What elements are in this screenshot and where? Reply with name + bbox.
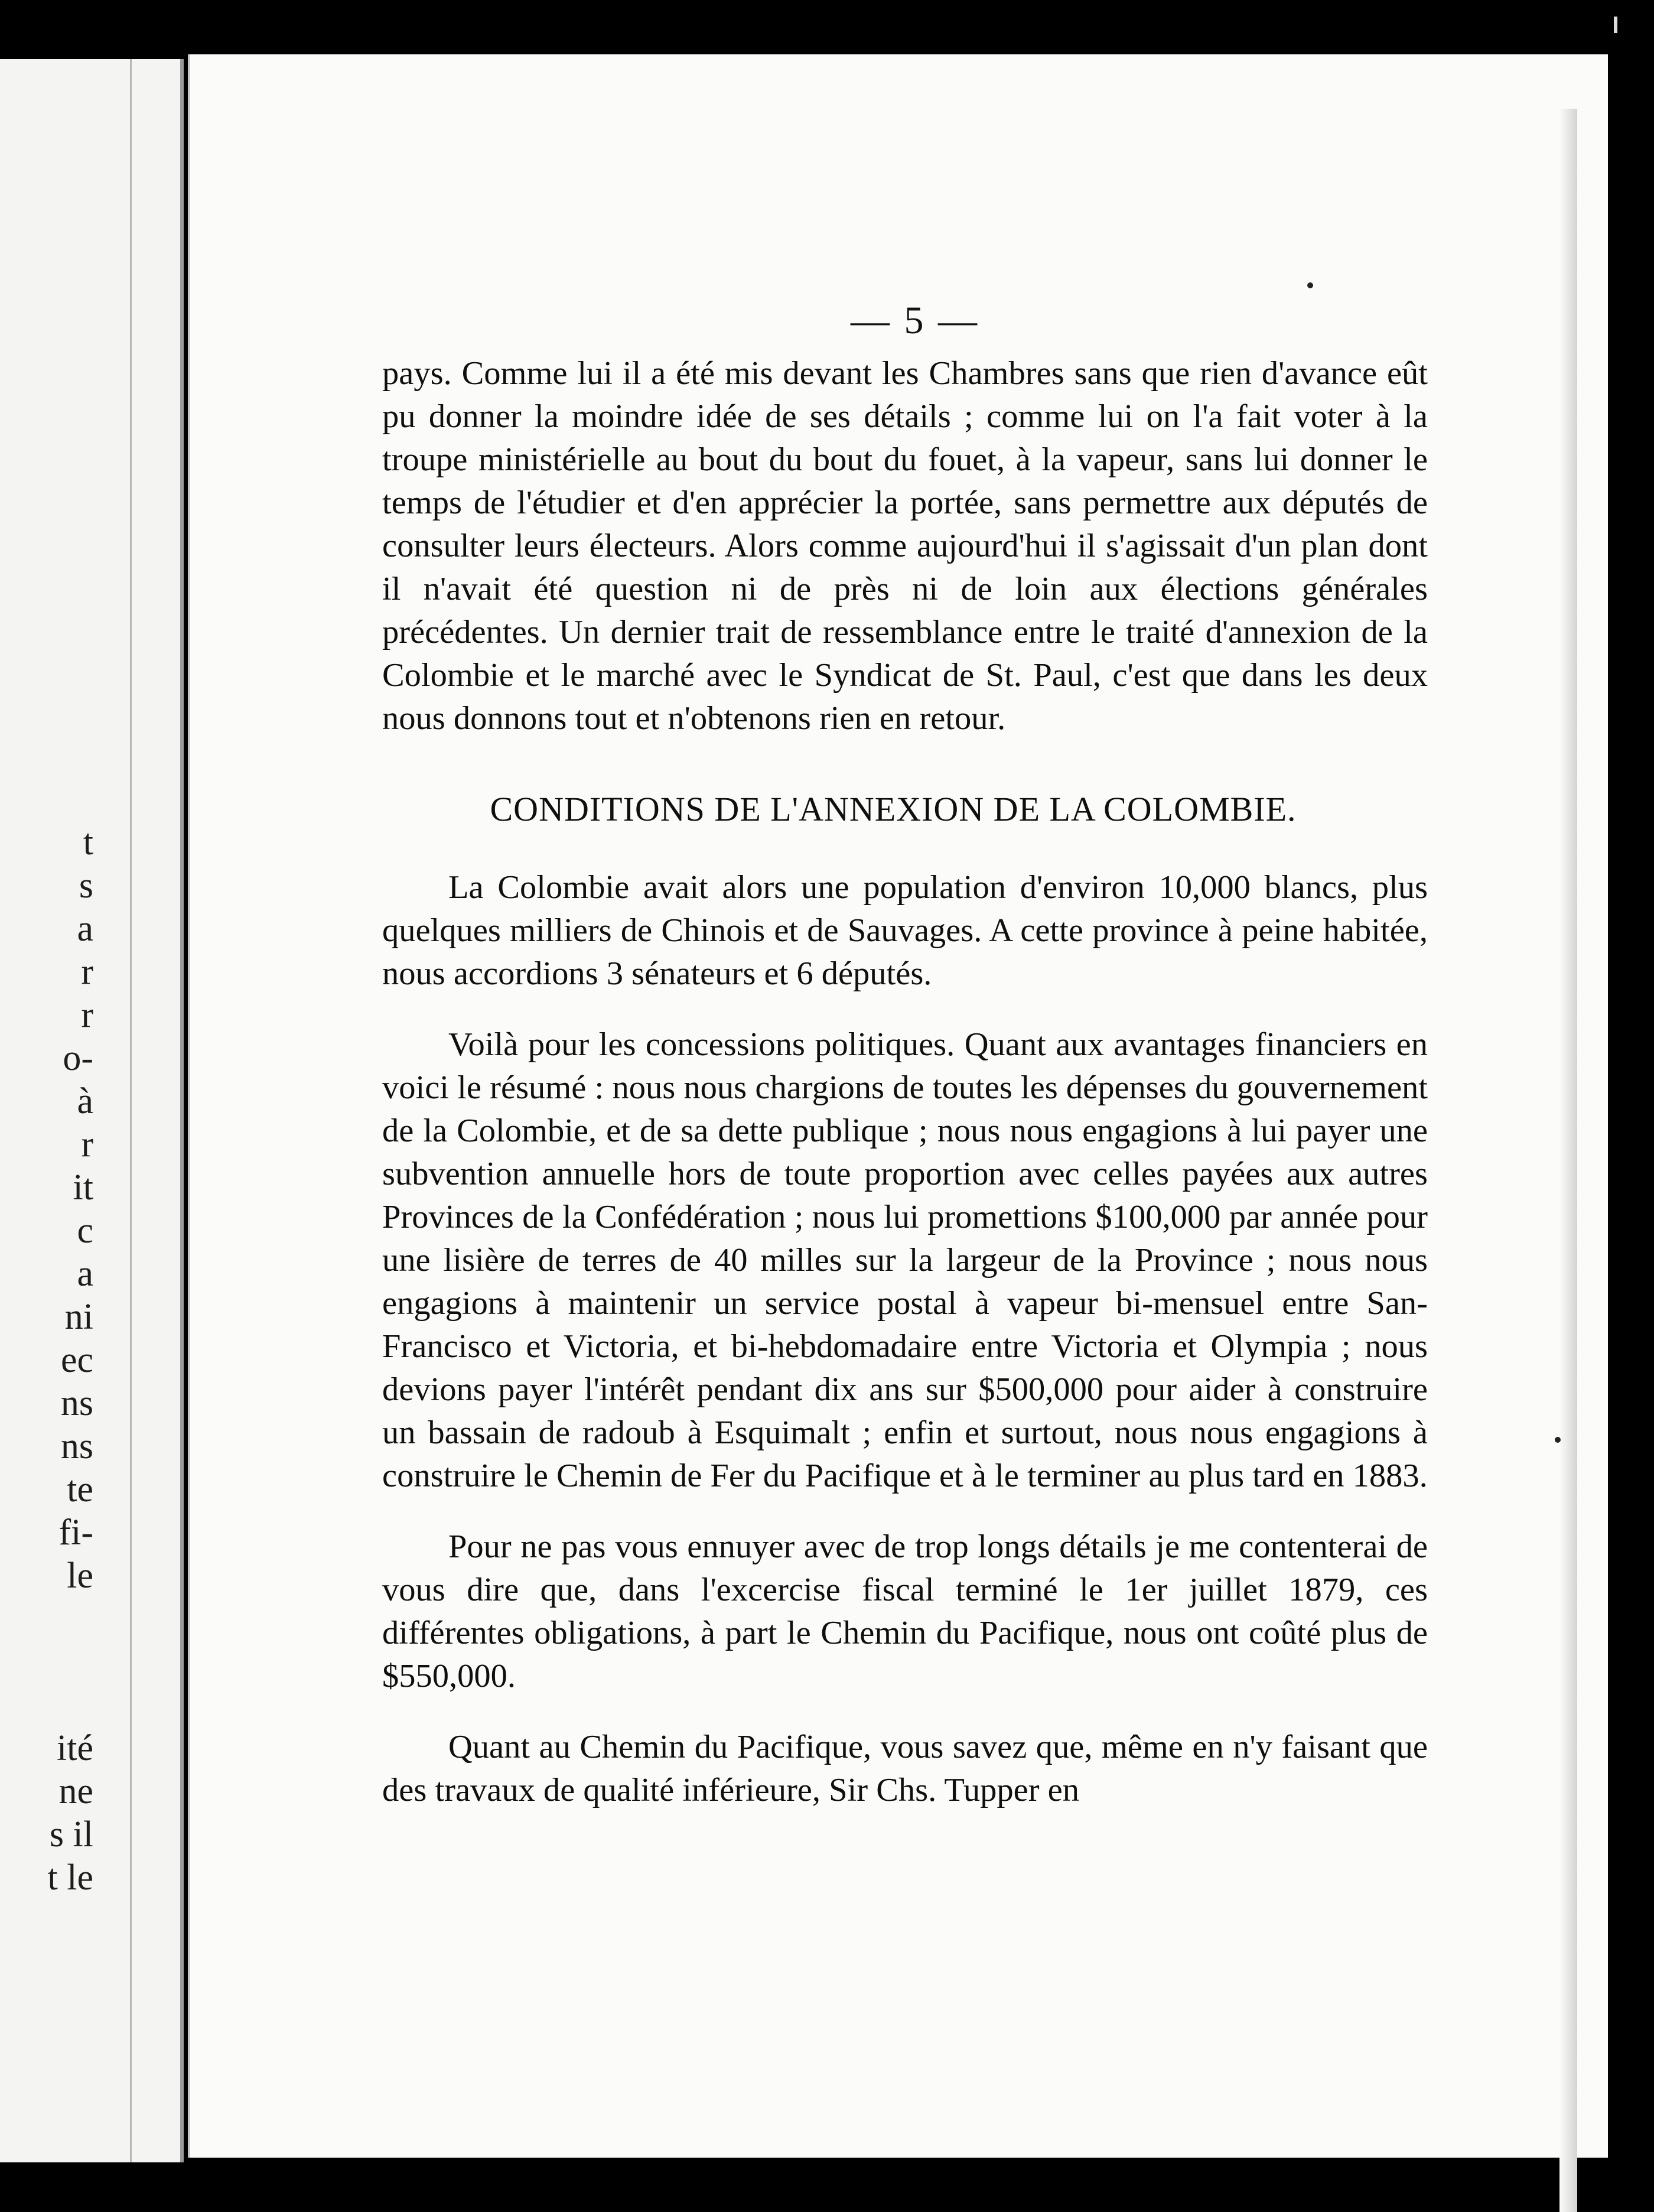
fragment-line: r	[81, 952, 93, 992]
fragment-line	[5, 1684, 93, 1727]
fragment-line: r	[81, 1124, 93, 1164]
fragment-line: t le	[47, 1858, 93, 1898]
left-page-text-fragments	[5, 821, 93, 1899]
fragment-line: à	[77, 1081, 93, 1121]
page-edge-shadow	[1559, 109, 1577, 2212]
fragment-line	[5, 1598, 93, 1641]
fragment-line: r	[81, 995, 93, 1035]
paragraph-gap	[382, 1698, 1428, 1726]
paragraph-continuation: pays. Comme lui il a été mis devant les Chambres sans que rien d'avance eût pu donner la moindre idée de ses détails ; comme lui on l'a fait voter à la troupe ministérielle au bout du bout du fouet, à la vapeur, sans lui donner le temps de l'étudier et d'en apprécier la portée, sans permettre aux députés de consulter leurs électeurs. Alors comme aujourd'hui il s'agissait d'un plan dont il n'avait été question ni de près ni de loin aux élections générales précédentes. Un dernier trait de ressemblance entre le traité d'annexion de la Colombie et le marché avec le Syndicat de St. Paul, c'est que dans les deux nous donnons tout et n'obtenons rien en retour.	[382, 355, 1428, 737]
paragraph: Voilà pour les concessions politiques. Quant aux avantages financiers en voici le résumé : nous nous chargions de toutes les dépenses du gouvernement de la Colombie, et de sa dette publique ; nous nous engagions à lui payer une subvention annuelle hors de toute proportion avec celles payées aux autres Provinces de la Confédération ; nous lui promettions $100,000 par année pour une lisière de terres de 40 milles sur la largeur de la Province ; nous nous engagions à maintenir un service postal à vapeur bi-mensuel entre San-Francisco et Victoria, et bi-hebdomadaire entre Victoria et Olympia ; nous devions payer l'intérêt pendant dix ans sur $500,000 pour aider à construire un bassain de radoub à Esquimalt ; enfin et surtout, nous nous engagions à construire le Chemin de Fer du Pacifique et à le terminer au plus tard en 1883.	[382, 1026, 1428, 1494]
fragment-line: ns	[60, 1383, 93, 1423]
fragment-line: s	[79, 866, 93, 906]
fragment-line	[5, 1641, 93, 1684]
section-heading: CONDITIONS DE L'ANNEXION DE LA COLOMBIE.	[490, 790, 1297, 828]
ink-speck	[1555, 1437, 1561, 1443]
fragment-line: fi-	[58, 1512, 93, 1553]
fragment-line: a	[77, 1254, 93, 1294]
paragraph: Quant au Chemin du Pacifique, vous savez que, même en n'y faisant que des travaux de qualité inférieure, Sir Chs. Tupper en	[382, 1729, 1428, 1808]
scan-corner-mark	[1614, 17, 1617, 33]
left-page-edge	[0, 59, 184, 2162]
fragment-line: le	[67, 1556, 93, 1596]
page-body	[382, 352, 1428, 1812]
left-page-margin-line	[130, 59, 132, 2162]
paragraph: Pour ne pas vous ennuyer avec de trop longs détails je me contenterai de vous dire que, dans l'excercise fiscal terminé le 1er juillet 1879, ces différentes obligations, à part le Chemin du Pacifique, nous ont coûté plus de $550,000.	[382, 1528, 1428, 1694]
page-number: — 5 —	[851, 299, 979, 342]
ink-speck	[1307, 282, 1313, 288]
fragment-line: c	[77, 1211, 93, 1251]
fragment-line: it	[73, 1167, 93, 1208]
fragment-line: a	[77, 909, 93, 949]
fragment-line: ec	[60, 1340, 93, 1380]
fragment-line: s il	[49, 1814, 93, 1855]
fragment-line: ité	[57, 1728, 93, 1768]
fragment-line: o-	[63, 1038, 93, 1078]
paragraph-gap	[382, 1498, 1428, 1525]
paragraph: La Colombie avait alors une population d'environ 10,000 blancs, plus quelques milliers de Chinois et de Sauvages. A cette province à peine habitée, nous accordions 3 sénateurs et 6 députés.	[382, 869, 1428, 992]
paragraph-gap	[382, 996, 1428, 1023]
fragment-line: ne	[58, 1771, 93, 1811]
fragment-line: te	[67, 1469, 93, 1510]
fragment-line: t	[83, 822, 93, 863]
fragment-line: ns	[60, 1426, 93, 1466]
fragment-line: ni	[64, 1297, 93, 1337]
